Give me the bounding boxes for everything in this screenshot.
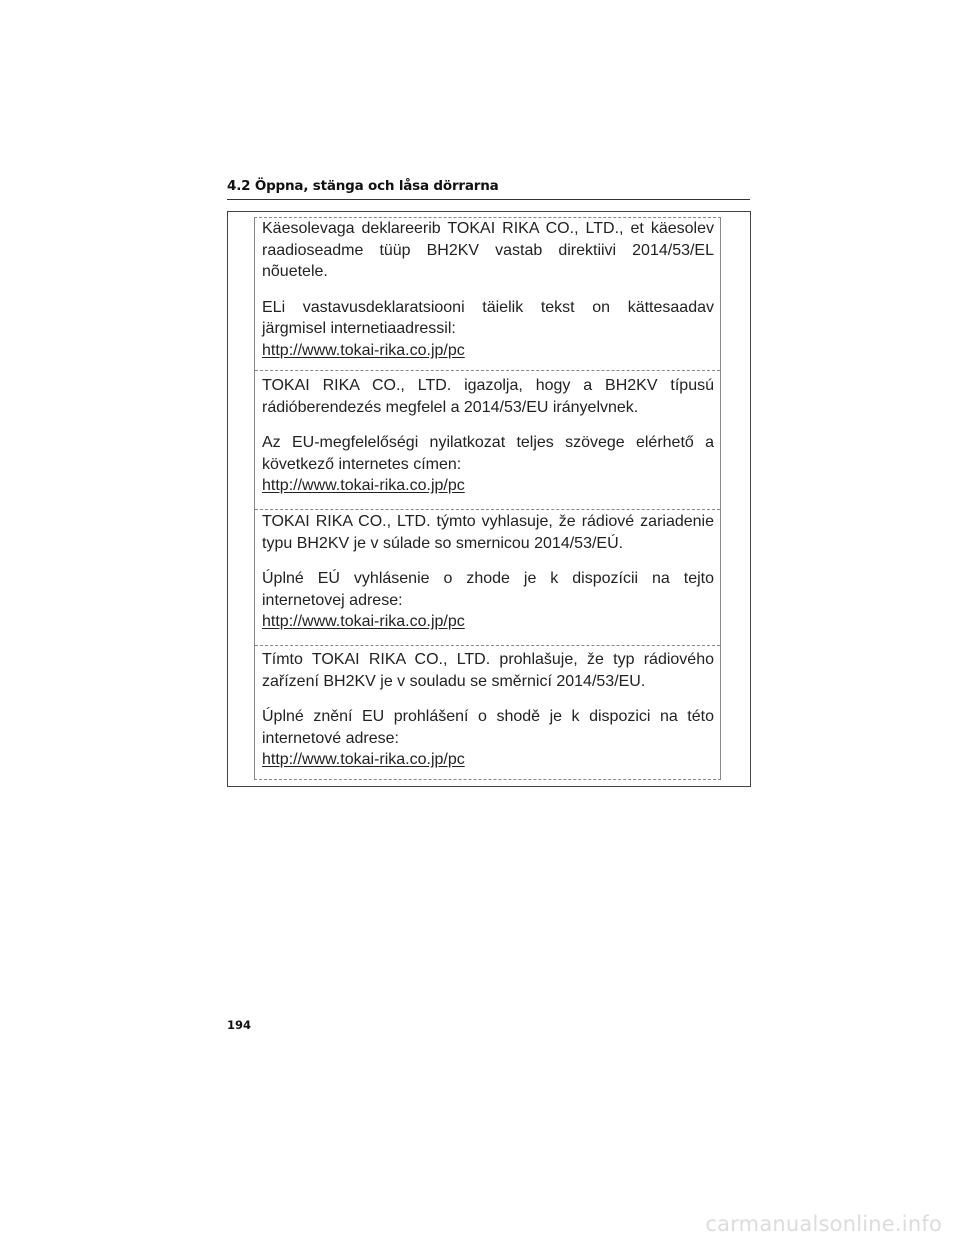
declaration-text: Käesolevaga deklareerib TOKAI RIKA CO., LTD., et käesolev raadioseadme tüüp BH2KV vastab direktiivi 2014/53/EL nõuetele. bbox=[262, 220, 714, 280]
declaration-section-czech bbox=[255, 645, 720, 771]
declaration-url-link[interactable]: http://www.tokai-rika.co.jp/pc bbox=[262, 477, 465, 494]
declaration-text: TOKAI RIKA CO., LTD. týmto vyhlasuje, že rádiové zariadenie typu BH2KV je v súlade so smernicou 2014/53/EÚ. bbox=[262, 513, 714, 552]
page-number: 194 bbox=[227, 1018, 252, 1032]
declaration-section-estonian bbox=[255, 218, 720, 361]
declaration-section-hungarian bbox=[255, 370, 720, 497]
declaration-text: Tímto TOKAI RIKA CO., LTD. prohlašuje, že typ rádiového zařízení BH2KV je v souladu se směrnicí 2014/53/EU. bbox=[262, 651, 714, 690]
declaration-url-link[interactable]: http://www.tokai-rika.co.jp/pc bbox=[262, 613, 465, 630]
availability-text: Az EU-megfelelőségi nyilatkozat teljes szövege elérhető a következő internetes címen: bbox=[262, 434, 714, 473]
declaration-text: TOKAI RIKA CO., LTD. igazolja, hogy a BH2KV típusú rádióberendezés megfelel a 2014/53/EU irányelvnek. bbox=[262, 377, 714, 416]
availability-text: ELi vastavusdeklaratsiooni täielik tekst on kättesaadav järgmisel internetiaadressil: bbox=[262, 298, 714, 337]
declaration-url-link[interactable]: http://www.tokai-rika.co.jp/pc bbox=[262, 341, 465, 359]
declaration-table bbox=[254, 217, 721, 780]
watermark: carmanualsonline.info bbox=[705, 1212, 942, 1236]
page-header bbox=[227, 178, 750, 200]
availability-text: Úplné EÚ vyhlásenie o zhode je k dispozícii na tejto internetovej adrese: bbox=[262, 570, 714, 609]
availability-text: Úplné znění EU prohlášení o shodě je k dispozici na této internetové adrese: bbox=[262, 708, 714, 747]
declaration-url-link[interactable]: http://www.tokai-rika.co.jp/pc bbox=[262, 751, 465, 768]
declaration-section-slovak bbox=[255, 509, 720, 633]
section-title: 4.2 Öppna, stänga och låsa dörrarna bbox=[227, 178, 499, 194]
